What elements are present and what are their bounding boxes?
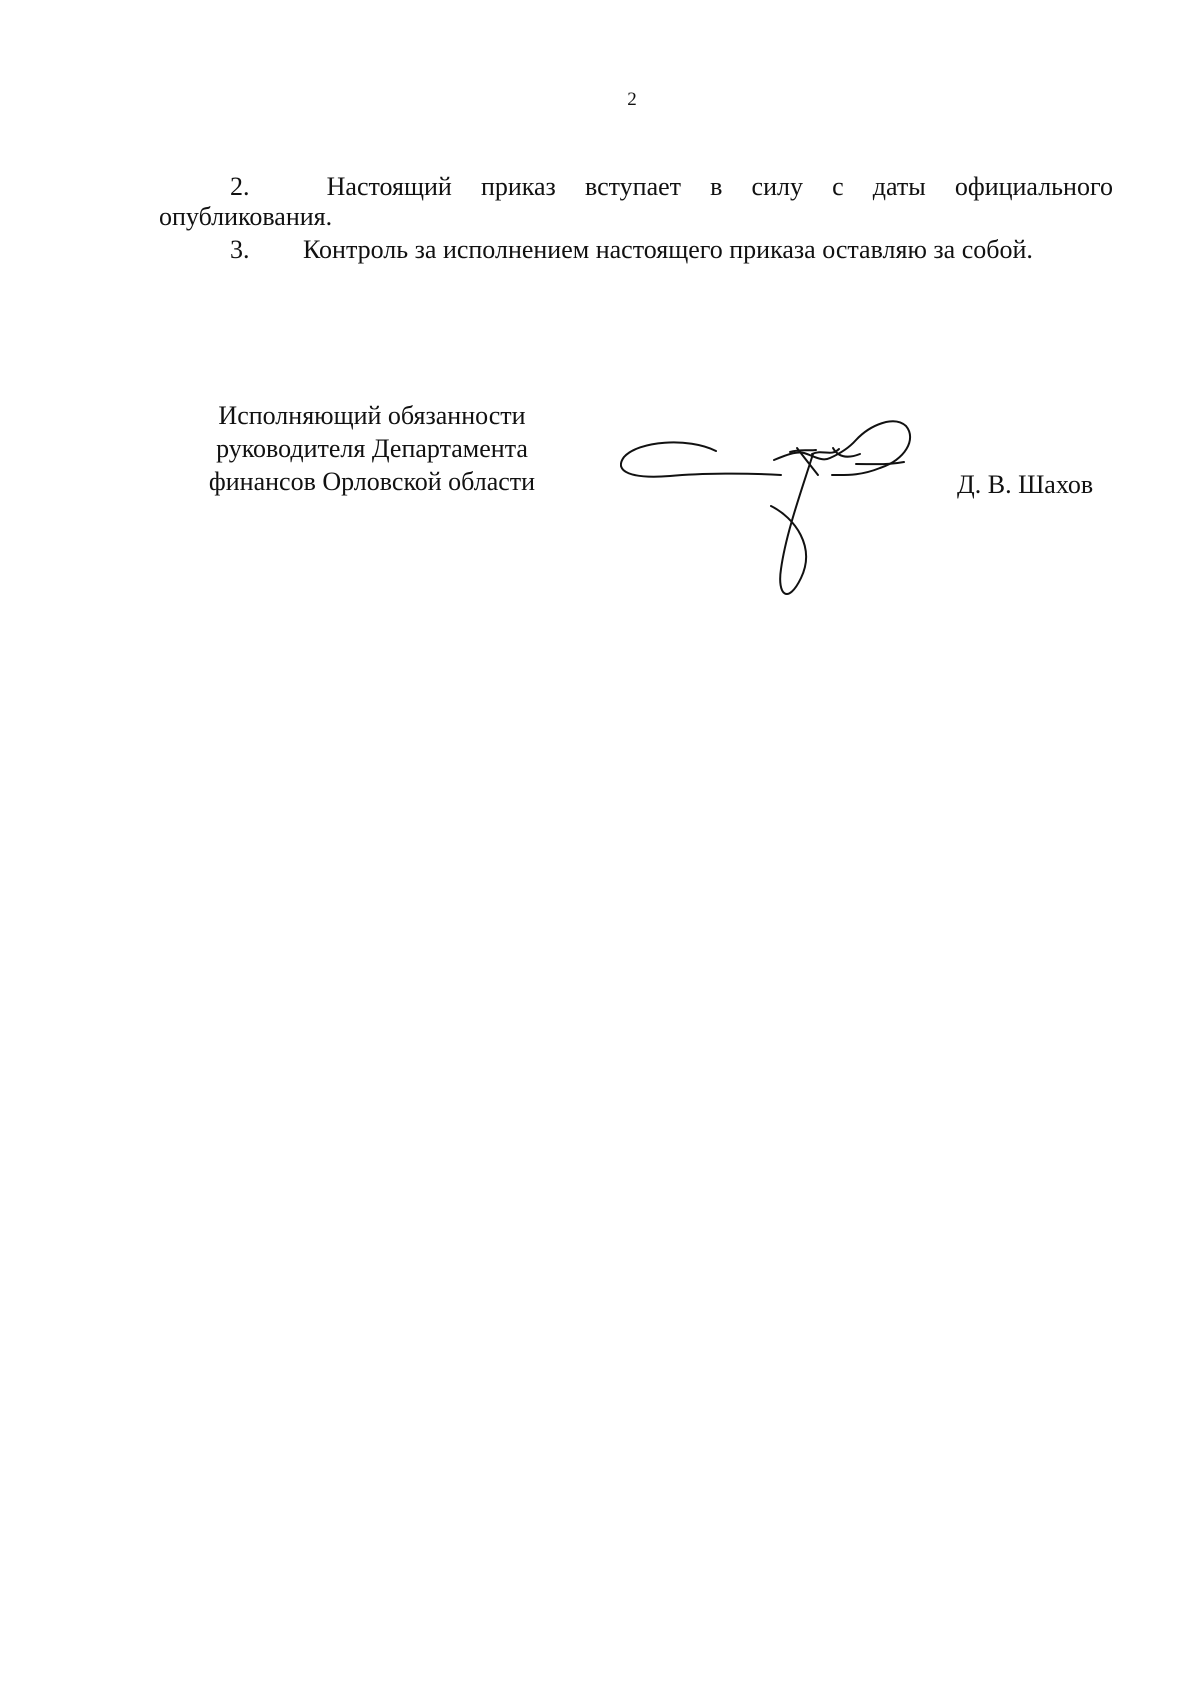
paragraph-2-word: вступает	[584, 172, 682, 201]
signatory-position-line: Исполняющий обязанности	[218, 401, 526, 430]
paragraph-2-first-line	[159, 172, 1113, 202]
paragraph-2-word: даты	[872, 172, 926, 201]
paragraph-2-word: приказ	[480, 172, 556, 201]
paragraph-2-word: с	[832, 172, 844, 201]
signatory-position-line: финансов Орловской области	[208, 467, 536, 496]
paragraph-2-second-line: опубликования.	[159, 202, 333, 231]
signatory-position-line: руководителя Департамента	[216, 434, 528, 463]
paragraph-2-word: официального	[954, 172, 1113, 201]
signer-name: Д. В. Шахов	[957, 470, 1094, 499]
paragraph-2	[159, 172, 1113, 232]
paragraph-3	[159, 235, 1113, 265]
paragraph-3-text: Контроль за исполнением настоящего приказа оставляю за собой.	[303, 235, 1033, 264]
paragraph-2-word: в	[710, 172, 723, 201]
paragraph-2-word: Настоящий	[326, 172, 452, 201]
paragraph-2-word: силу	[751, 172, 803, 201]
signatory-position	[182, 399, 562, 498]
page-number: 2	[627, 89, 637, 110]
paragraph-3-number: 3.	[230, 235, 250, 264]
paragraph-2-number: 2.	[230, 172, 250, 201]
handwritten-signature	[620, 415, 920, 610]
